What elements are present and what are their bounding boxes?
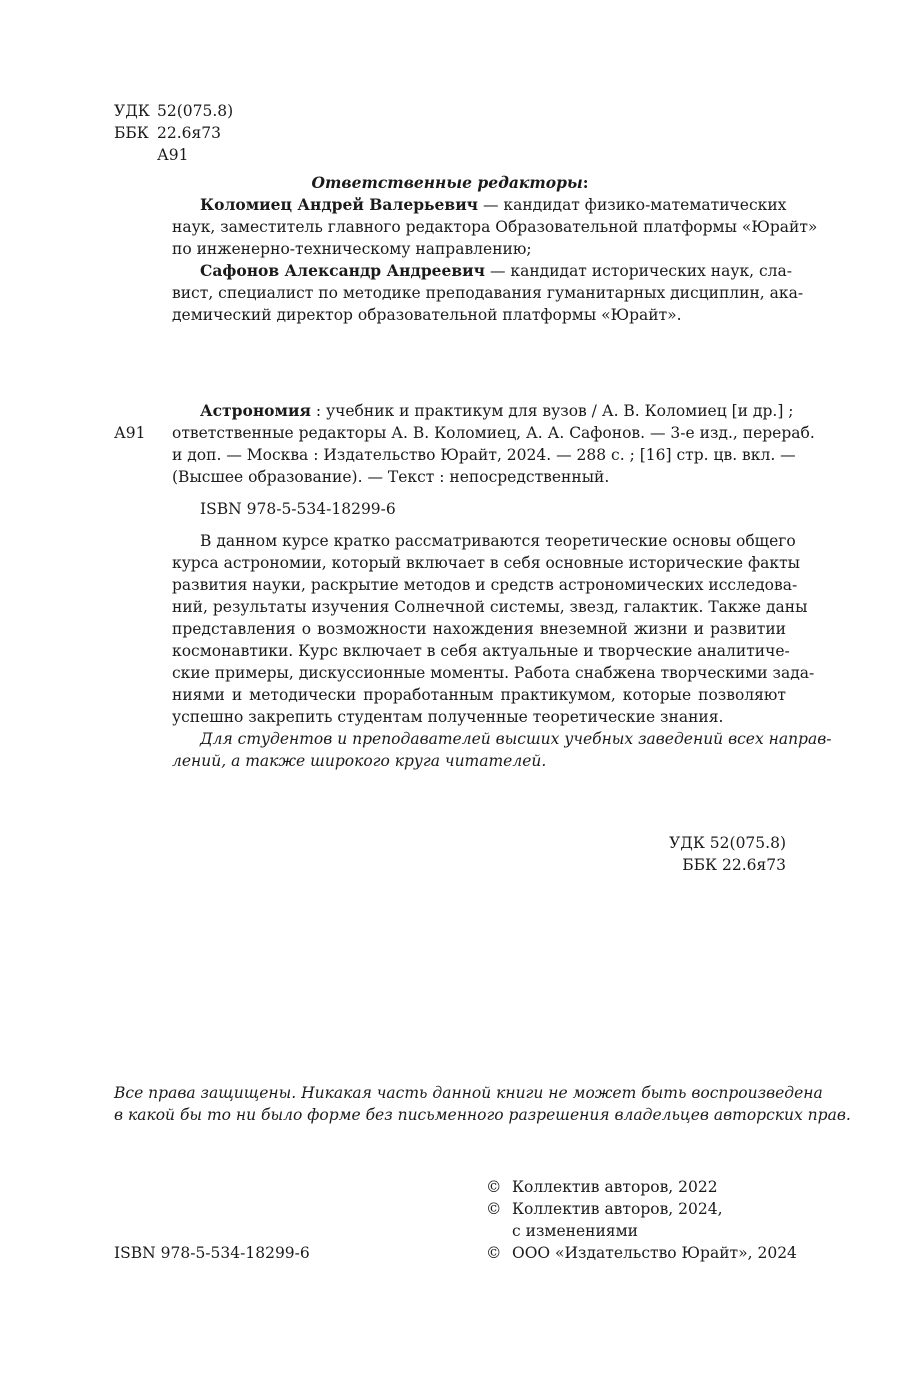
editors-heading xyxy=(0,172,900,194)
copyright-symbol-1: © xyxy=(486,1178,502,1196)
editor2-name: Сафонов Александр Андреевич xyxy=(200,261,486,280)
annotation-line-8: ниями и методически проработанным практикумом, которые позволяют xyxy=(172,686,786,704)
bibliography-line-1 xyxy=(200,400,794,422)
bbk-value: 22.6я73 xyxy=(157,124,222,142)
bibliography-line-4: (Высшее образование). — Текст : непосредственный. xyxy=(172,468,610,486)
editors-heading-text: Ответственные редакторы xyxy=(311,173,583,192)
annotation-line-2: курса астрономии, который включает в себя основные исторические факты xyxy=(172,554,800,572)
annotation-line-9: успешно закрепить студентам полученные теоретические знания. xyxy=(172,708,724,726)
copyright-symbol-2: © xyxy=(486,1200,502,1218)
editor1-line-1 xyxy=(200,194,786,216)
editor2-line-1 xyxy=(200,260,793,282)
book-subtitle: : учебник и практикум для вузов / А. В. Коломиец [и др.] ; xyxy=(310,402,794,420)
annotation-line-4: ний, результаты изучения Солнечной системы, звезд, галактик. Также даны xyxy=(172,598,808,616)
bbk-right: ББК 22.6я73 xyxy=(682,856,786,874)
editor1-line-3: по инженерно-техническому направлению; xyxy=(172,240,532,258)
rights-line-2: в какой бы то ни было форме без письменного разрешения владельцев авторских прав. xyxy=(114,1106,851,1124)
copyright-line-2-cont: с изменениями xyxy=(512,1222,638,1240)
copyright-line-2: Коллектив авторов, 2024, xyxy=(512,1200,723,1218)
udk-value: 52(075.8) xyxy=(157,102,234,120)
bibliography-line-2: ответственные редакторы А. В. Коломиец, А. А. Сафонов. — 3-е изд., перераб. xyxy=(172,424,815,442)
editor2-desc: — кандидат исторических наук, сла- xyxy=(485,262,793,280)
footer-isbn: ISBN 978-5-534-18299-6 xyxy=(114,1244,310,1262)
annotation-line-6: космонавтики. Курс включает в себя актуальные и творческие аналитиче- xyxy=(172,642,790,660)
editor1-name: Коломиец Андрей Валерьевич xyxy=(200,195,479,214)
audience-line-2: лений, а также широкого круга читателей. xyxy=(172,752,547,770)
book-title: Астрономия xyxy=(200,401,311,420)
bibliography-isbn: ISBN 978-5-534-18299-6 xyxy=(200,500,396,518)
editor2-line-3: демический директор образовательной платформы «Юрайт». xyxy=(172,306,682,324)
bbk-label: ББК xyxy=(114,124,149,142)
rights-line-1: Все права защищены. Никакая часть данной книги не может быть воспроизведена xyxy=(114,1084,823,1102)
editors-heading-colon: : xyxy=(582,173,589,192)
udk-label: УДК xyxy=(114,102,150,120)
copyright-line-3: ООО «Издательство Юрайт», 2024 xyxy=(512,1244,797,1262)
bibliography-line-3: и доп. — Москва : Издательство Юрайт, 2024. — 288 с. ; [16] стр. цв. вкл. — xyxy=(172,446,796,464)
audience-line-1: Для студентов и преподавателей высших учебных заведений всех направ- xyxy=(200,730,832,748)
udk-right: УДК 52(075.8) xyxy=(669,834,786,852)
bibliography-side-mark: А91 xyxy=(114,424,146,442)
copyright-line-1: Коллектив авторов, 2022 xyxy=(512,1178,718,1196)
editor2-line-2: вист, специалист по методике преподавания гуманитарных дисциплин, ака- xyxy=(172,284,804,302)
annotation-line-1: В данном курсе кратко рассматриваются теоретические основы общего xyxy=(200,532,796,550)
author-mark: А91 xyxy=(157,146,189,164)
copyright-symbol-3: © xyxy=(486,1244,502,1262)
editor1-line-2: наук, заместитель главного редактора Образовательной платформы «Юрайт» xyxy=(172,218,818,236)
annotation-line-3: развития науки, раскрытие методов и средств астрономических исследова- xyxy=(172,576,798,594)
annotation-line-7: ские примеры, дискуссионные моменты. Работа снабжена творческими зада- xyxy=(172,664,815,682)
annotation-line-5: представления о возможности нахождения внеземной жизни и развитии xyxy=(172,620,786,638)
editor1-desc: — кандидат физико-математических xyxy=(478,196,787,214)
